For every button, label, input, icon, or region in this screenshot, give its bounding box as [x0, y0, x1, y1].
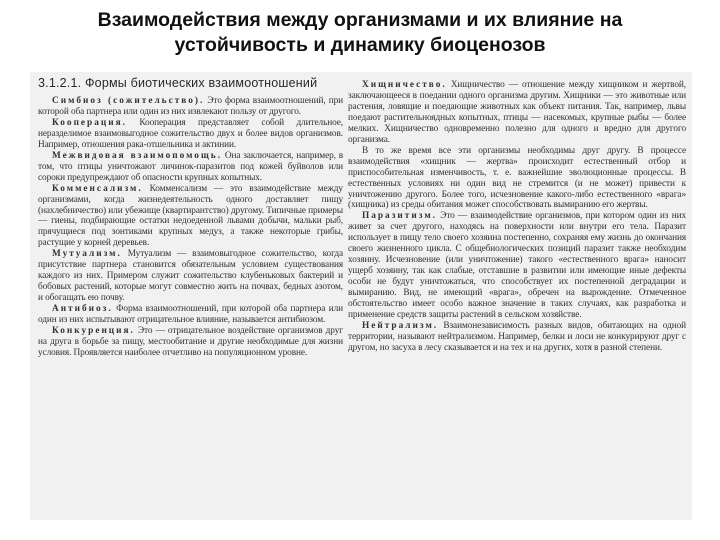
paragraph — [348, 146, 686, 212]
slide-title-line-2: устойчивость и динамику биоценозов — [174, 34, 546, 56]
paragraph — [348, 211, 686, 321]
paragraph-text: Кооперация представляет собой длительное, неразделимое взаимовыгодное сожительство двух и более видов организмов. Например, отношения рака-отшельника и актинии. — [38, 117, 343, 150]
paragraph-text: Мутуализм — взаимовыгодное сожительство, когда присутствие партнера становится обязательным условием существования каждого из них. Примером служит сожительство клубеньковых бактерий и бобовых растений, которые могут совместно жить на почвах, бедных азотом, и обогащать ею почву. — [38, 249, 343, 304]
paragraph-term: Антибиоз. — [52, 304, 113, 315]
paragraph-term: Межвидовая взаимопомощь. — [52, 150, 223, 161]
paragraph — [38, 184, 343, 250]
paragraph — [38, 118, 343, 151]
paragraph-text: Взаимонезависимость разных видов, обитающих на одной территории, называют нейтрализмом. Например, белки и лоси не конкурируют друг с другом, но засуха в лесу сказывается и на тех и на других, хотя в разной степени. — [348, 320, 686, 353]
paragraph — [38, 326, 343, 359]
paragraph-term: Комменсализм. — [52, 183, 143, 194]
paragraph-term: Конкуренция. — [52, 326, 135, 337]
paragraph — [38, 96, 343, 118]
paragraph-text: Комменсализм — это взаимодействие между организмами, когда жизнедеятельность одного доставляет пищу (нахлебничество) или убежище (квартирантство) другому. Типичные примеры — гиены, подбирающие остатки недоеденной львами добычи, мальки рыб, прячущиеся под зонтиками крупных медуз, а также некоторые грибы, растущие у корней деревьев. — [38, 183, 343, 249]
paragraph — [38, 151, 343, 184]
paragraph-term: Хищничество. — [362, 80, 447, 90]
paragraph-text: Она заключается, например, в том, что птицы уничтожают личинок-паразитов под кожей буйволов или сороки предупреждают об опасности крупных копытных. — [38, 150, 343, 183]
section-heading: 3.1.2.1. Формы биотических взаимоотношений — [38, 76, 318, 90]
paragraph-text: Хищничество — отношение между хищником и жертвой, заключающееся в поедании одного организма другим. Хищники — это животные или растения, ловящие и поедающие животных как объект питания. Так, например, львы поедают растительноядных копытных, птицы — насекомых, крупные рыбы — более мелких. Хищничество одновременно полезно для одного и вредно для другого организма. — [348, 80, 686, 145]
paragraph-text: Это форма взаимоотношений, при которой оба партнера или один из них извлекают пользу от другого. — [38, 96, 343, 117]
right-text-column — [348, 80, 686, 520]
paragraph-term: Нейтрализм. — [362, 320, 439, 331]
paragraph — [38, 304, 343, 326]
paragraph — [348, 80, 686, 146]
paragraph — [348, 321, 686, 354]
paragraph-text: Это — взаимодействие организмов, при котором один из них живет за счет другого, находясь на поверхности или внутри его тела. Паразит использует в пищу тело своего хозяина постепенно, сохраняя ему жизнь до окончания своего жизненного цикла. С общебиологических позиций паразит также необходим хозяину. Исчезновение (или уничтожение) такого «естественного врага» наносит ущерб хозяину, так как слабые, отставшие в развитии или имеющие иные дефекты особи не будут уничтожаться, что способствует их постепенной деградации и вымиранию. Вид, не имеющий «врага», обречен на вырождение. Отмеченное обстоятельство имеет особо важное значение в таких случаях, как разработка и применение средств защиты растений в сельском хозяйстве. — [348, 211, 686, 321]
paragraph-text: Это — отрицательное воздействие организмов друг на друга в борьбе за пищу, местообитание и другие необходимые для жизни условия. Проявляется наиболее отчетливо на популяционном уровне. — [38, 326, 343, 358]
paragraph-text: В то же время все эти организмы необходимы друг другу. В процессе взаимодействия «хищник — жертва» происходит естественный отбор и приспособительная изменчивость, т. е. важнейшие эволюционные процессы. В естественных условиях ни один вид не стремится (и не может) привести к уничтожению другого. Более того, исчезновение какого-либо естественного «врага» (хищника) из среды обитания может способствовать вымиранию его жертвы. — [348, 145, 686, 211]
paragraph-term: Мутуализм. — [52, 249, 122, 260]
paragraph-term: Паразитизм. — [362, 211, 437, 222]
scanned-textbook-page — [30, 72, 692, 520]
paragraph-term: Кооперация. — [52, 117, 127, 128]
paragraph-term: Симбиоз (сожительство). — [52, 96, 205, 106]
paragraph-text: Форма взаимоотношений, при которой оба партнера или один из них испытывают отрицательное влияние, называется антибиозом. — [38, 304, 343, 326]
paragraph — [38, 249, 343, 304]
slide-title-line-1: Взаимодействия между организмами и их влияние на — [97, 9, 623, 31]
left-text-column — [38, 96, 343, 520]
slide-title — [40, 8, 680, 58]
